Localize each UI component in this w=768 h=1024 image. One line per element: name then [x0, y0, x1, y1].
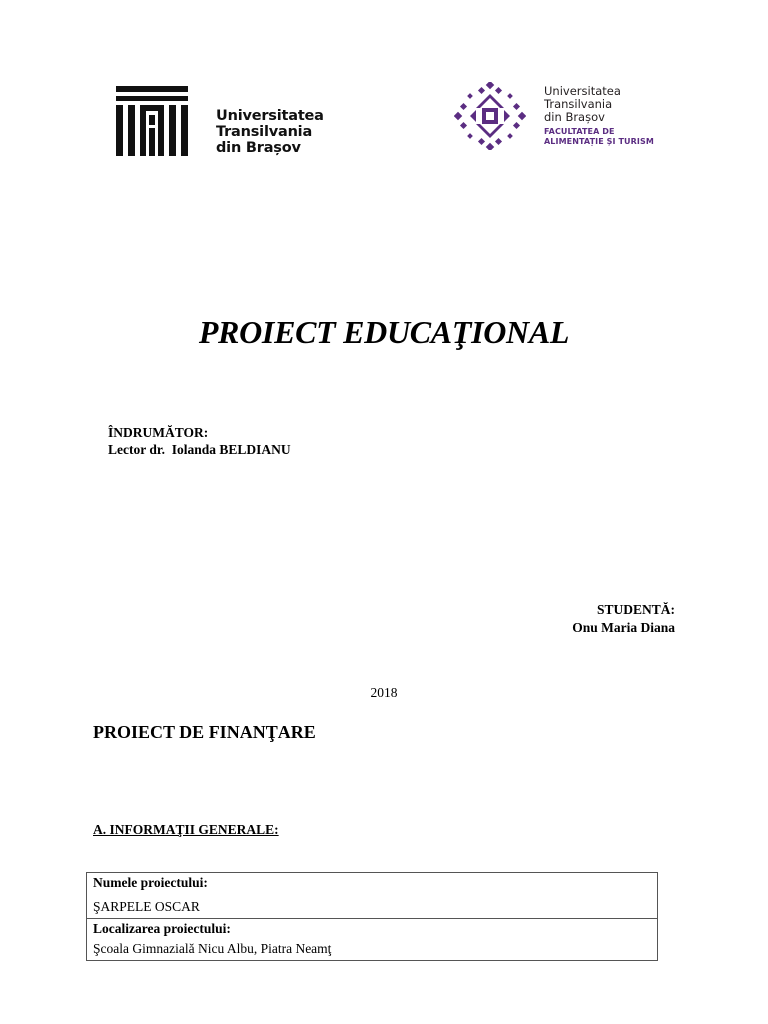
- right-logo-line: Transilvania: [544, 97, 613, 111]
- advisor-block: [108, 424, 291, 458]
- advisor-label: ÎNDRUMĂTOR:: [108, 425, 209, 440]
- right-logo-line: Universitatea: [544, 84, 621, 98]
- faculty-name-line: FACULTATEA DE: [544, 127, 615, 136]
- left-logo-line: Universitatea: [216, 108, 324, 124]
- project-name-label: Numele proiectului:: [93, 875, 208, 890]
- faculty-name-line: ALIMENTAȚIE ȘI TURISM: [544, 137, 654, 146]
- project-location-cell: [87, 919, 658, 961]
- right-logo-wordmark: [544, 85, 621, 124]
- university-columns-logo-icon: [116, 86, 188, 156]
- project-name-cell: [87, 873, 658, 919]
- faculty-ornament-logo-icon: [454, 82, 526, 150]
- student-block: [572, 601, 675, 637]
- right-logo-line: din Brașov: [544, 110, 605, 124]
- student-label: STUDENTĂ:: [596, 602, 675, 617]
- section-heading: A. INFORMAŢII GENERALE:: [93, 822, 279, 837]
- funding-heading: PROIECT DE FINANŢARE: [93, 722, 316, 742]
- project-name-value: ŞARPELE OSCAR: [93, 899, 200, 914]
- document-year: 2018: [370, 685, 398, 700]
- left-logo-wordmark: [216, 108, 324, 156]
- left-logo-line: Transilvania: [216, 124, 313, 140]
- advisor-name: Lector dr. Iolanda BELDIANU: [108, 442, 291, 457]
- table-row: [87, 919, 658, 961]
- faculty-name: [544, 127, 654, 147]
- student-name: Onu Maria Diana: [572, 620, 675, 635]
- project-location-label: Localizarea proiectului:: [93, 921, 231, 936]
- table-row: [87, 873, 658, 919]
- general-info-table: [86, 872, 658, 961]
- document-title: PROIECT EDUCAŢIONAL: [198, 314, 570, 350]
- project-location-value: Şcoala Gimnazială Nicu Albu, Piatra Neamţ: [93, 941, 332, 956]
- left-logo-line: din Brașov: [216, 140, 301, 156]
